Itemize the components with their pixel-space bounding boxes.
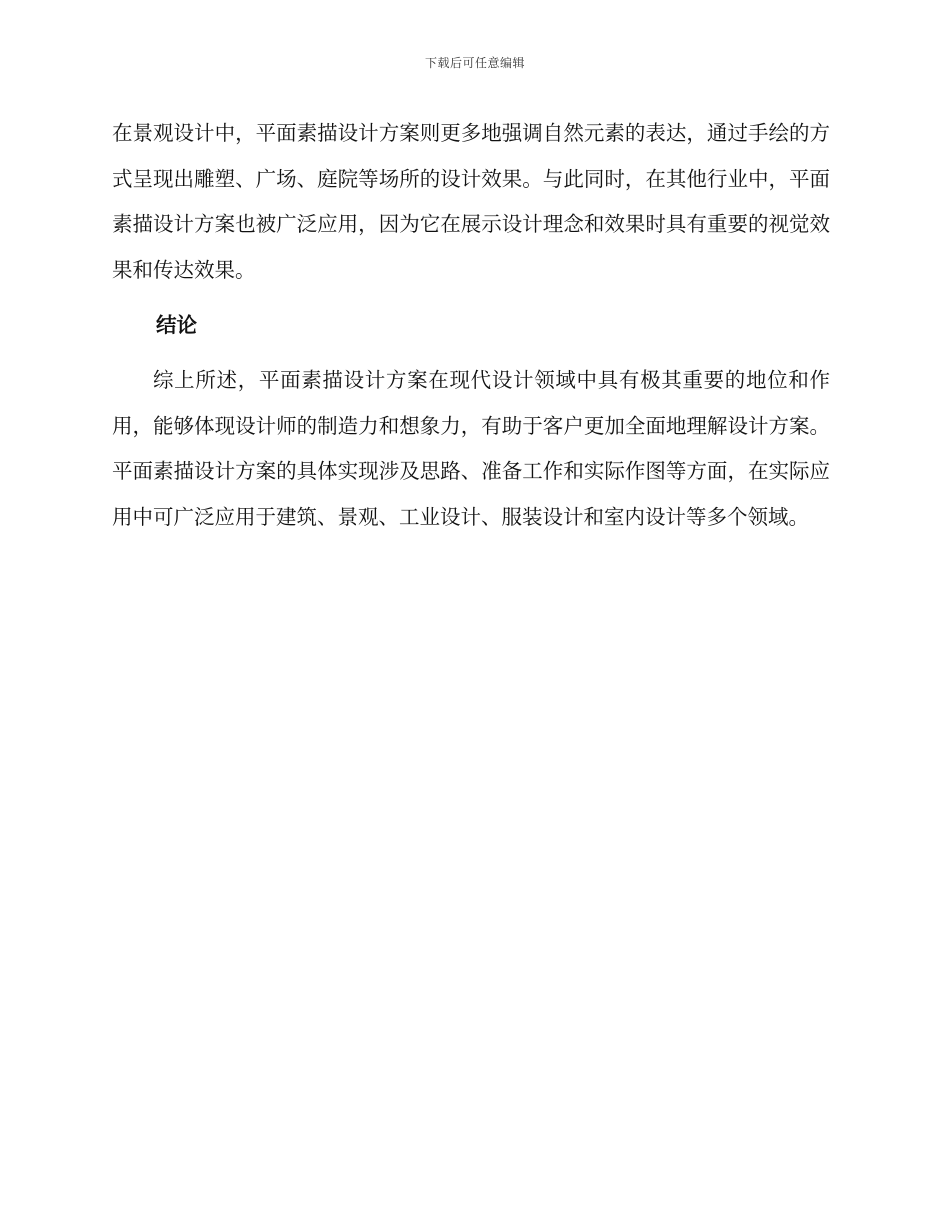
paragraph-landscape-design: 在景观设计中，平面素描设计方案则更多地强调自然元素的表达，通过手绘的方式呈现出雕塑、广场、庭院等场所的设计效果。与此同时，在其他行业中，平面素描设计方案也被广泛应用，因为它在展示设计理念和效果时具有重要的视觉效果和传达效果。 <box>112 121 830 282</box>
document-body <box>112 111 830 540</box>
section-heading-conclusion: 结论 <box>156 313 197 337</box>
page-header-note: 下载后可任意编辑 <box>424 56 525 70</box>
paragraph-conclusion: 综上所述，平面素描设计方案在现代设计领域中具有极其重要的地位和作用，能够体现设计师的制造力和想象力，有助于客户更加全面地理解设计方案。平面素描设计方案的具体实现涉及思路、准备工作和实际作图等方面，在实际应用中可广泛应用于建筑、景观、工业设计、服装设计和室内设计等多个领域。 <box>112 368 830 529</box>
